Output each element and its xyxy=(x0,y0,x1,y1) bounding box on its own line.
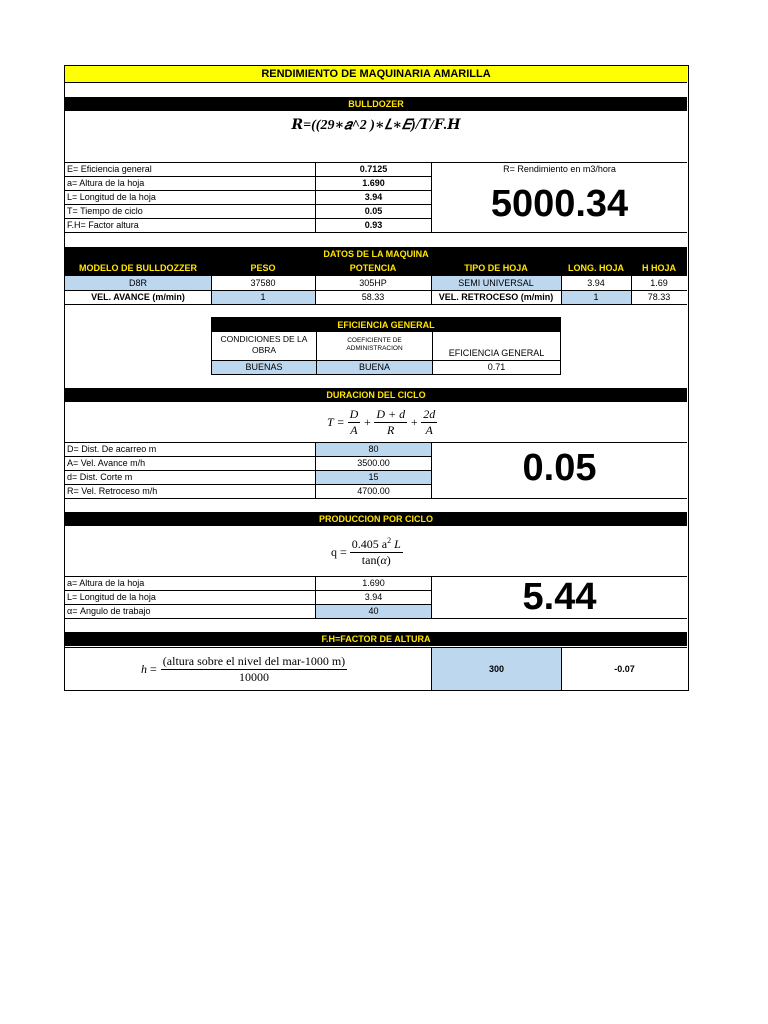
produccion-header: PRODUCCION POR CICLO xyxy=(65,512,687,526)
param-value: 0.93 xyxy=(364,220,383,230)
rendimiento-label: R= Rendimiento en m3/hora xyxy=(503,164,616,174)
spreadsheet xyxy=(64,65,689,691)
machine-tipo: SEMI UNIVERSAL xyxy=(458,278,534,288)
altitud-input[interactable]: 300 xyxy=(432,648,561,690)
altura-formula: h = $\frac{\text{(altura sobre el nivel del mar-1000 m)}}{10000}$ xyxy=(141,653,346,684)
ciclo-param-label: R= Vel. Retroceso m/h xyxy=(67,486,158,496)
altura-header: F.H=FACTOR DE ALTURA xyxy=(65,632,687,646)
param-value: 1.690 xyxy=(362,178,385,188)
vel-avance-label: VEL. AVANCE (m/min) xyxy=(91,292,185,302)
ciclo-formula: T = $\frac{D}{A}$ + $\frac{D + d}{R}$ + $\frac{2d}{A}$ xyxy=(327,406,436,437)
ciclo-param-label: d= Dist. Corte m xyxy=(67,472,133,482)
coeficiente-select[interactable]: BUENA xyxy=(317,361,432,374)
param-label: L= Longitud de la hoja xyxy=(67,192,156,202)
machine-potencia: 305HP xyxy=(359,278,387,288)
ciclo-param-label: A= Vel. Avance m/h xyxy=(67,458,146,468)
eficiencia-col-coeficiente: COEFICIENTE DE ADMINISTRACION xyxy=(346,337,403,352)
altura-formula-numerator: (altura sobre el nivel del mar-1000 m) xyxy=(162,653,346,668)
machine-modelo: D8R xyxy=(128,278,147,288)
vel-retroceso-input[interactable]: 1 xyxy=(593,292,599,302)
sheet-title: RENDIMIENTO DE MAQUINARIA AMARILLA xyxy=(65,66,687,83)
machine-col-peso: PESO xyxy=(250,263,276,273)
produccion-param-label: α= Angulo de trabajo xyxy=(67,606,151,616)
produccion-param-label: a= Altura de la hoja xyxy=(67,578,145,588)
machine-header-title: DATOS DE LA MAQUINA xyxy=(323,249,429,259)
machine-col-tipo: TIPO DE HOJA xyxy=(464,263,528,273)
eficiencia-table xyxy=(211,317,561,375)
distancia-acarreo-input[interactable]: 80 xyxy=(368,444,379,454)
angulo-trabajo-input[interactable]: 40 xyxy=(368,606,379,616)
produccion-param-label: L= Longitud de la hoja xyxy=(67,592,156,602)
eficiencia-header: EFICIENCIA GENERAL xyxy=(212,318,560,332)
eficiencia-col-general: EFICIENCIA GENERAL xyxy=(448,348,545,358)
ciclo-param-value: 3500.00 xyxy=(357,458,390,468)
param-label: F.H= Factor altura xyxy=(67,220,139,230)
param-value: 0.05 xyxy=(364,206,383,216)
machine-col-hhoja: H HOJA xyxy=(641,263,676,273)
machine-long: 3.94 xyxy=(587,278,605,288)
condiciones-select[interactable]: BUENAS xyxy=(212,361,316,374)
ciclo-result: 0.05 xyxy=(522,447,597,489)
machine-hhoja: 1.69 xyxy=(650,278,668,288)
produccion-result: 5.44 xyxy=(522,576,597,618)
machine-col-potencia: POTENCIA xyxy=(349,263,397,273)
vel-retroceso-result: 78.33 xyxy=(647,292,671,302)
ciclo-header: DURACION DEL CICLO xyxy=(65,388,687,402)
machine-peso: 37580 xyxy=(250,278,276,288)
param-label: a= Altura de la hoja xyxy=(67,178,145,188)
eficiencia-col-condiciones: CONDICIONES DE LA OBRA xyxy=(220,334,308,355)
param-value: 0.7125 xyxy=(359,164,388,174)
param-label: T= Tiempo de ciclo xyxy=(67,206,143,216)
ciclo-param-label: D= Dist. De acarreo m xyxy=(67,444,157,454)
rendimiento-result: 5000.34 xyxy=(490,183,629,225)
eficiencia-value: 0.71 xyxy=(487,362,506,372)
param-value: 3.94 xyxy=(364,192,383,202)
vel-retroceso-label: VEL. RETROCESO (m/min) xyxy=(438,292,554,302)
produccion-param-value: 1.690 xyxy=(362,578,385,588)
machine-col-modelo: MODELO DE BULLDOZZER xyxy=(79,263,197,273)
altura-formula-denominator: 10000 xyxy=(238,669,269,684)
distancia-corte-input[interactable]: 15 xyxy=(368,472,379,482)
produccion-formula: q = $\frac{0.405 a^2 L}{\tan(\alpha)}$ xyxy=(331,536,401,567)
bulldozer-header: BULLDOZER xyxy=(65,97,687,111)
vel-avance-input[interactable]: 1 xyxy=(260,292,266,302)
produccion-param-value: 3.94 xyxy=(364,592,383,602)
factor-altura-value: -0.07 xyxy=(614,664,635,674)
rendimiento-formula: 𝑹=((29∗𝑎^2 )∗𝐿∗𝐸)/𝑻/𝑭.𝑯 xyxy=(291,118,461,133)
param-label: E= Eficiencia general xyxy=(67,164,152,174)
vel-avance-result: 58.33 xyxy=(361,292,385,302)
ciclo-param-value: 4700.00 xyxy=(357,486,390,496)
machine-col-long: LONG. HOJA xyxy=(567,263,624,273)
